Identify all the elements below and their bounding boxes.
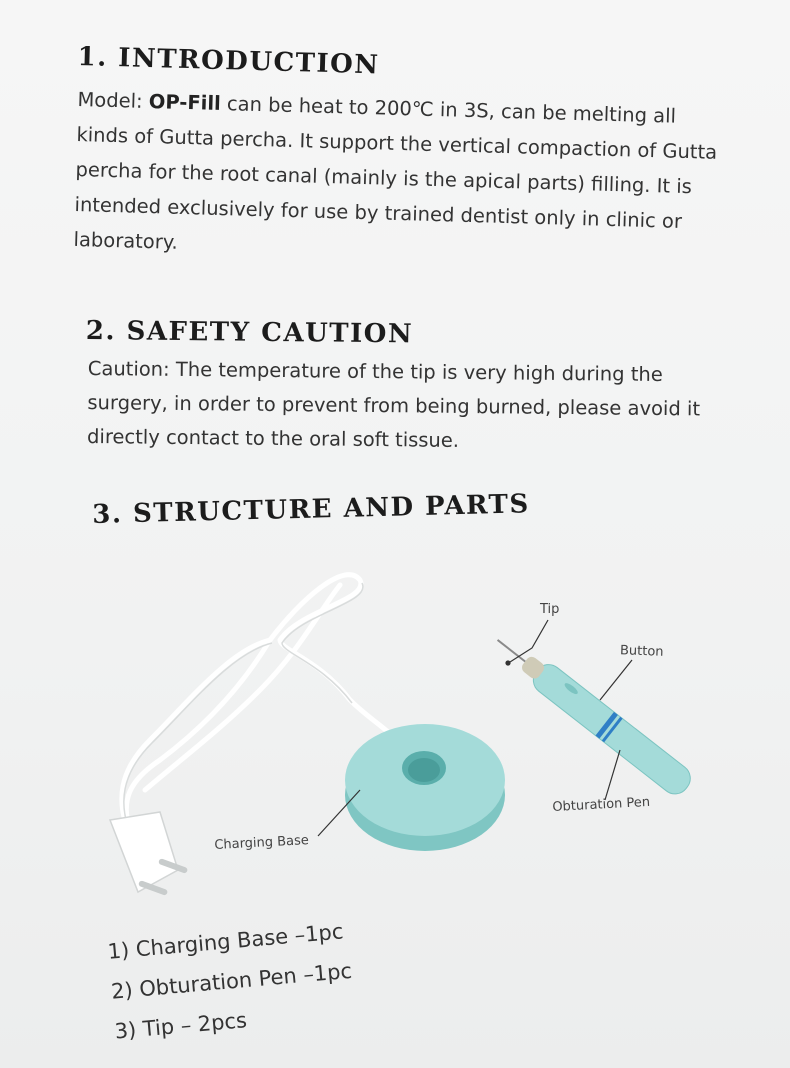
model-name: OP-Fill <box>148 89 222 115</box>
safety-line-3: directly contact to the oral soft tissue. <box>86 424 460 452</box>
label-charging-base: Charging Base <box>214 833 310 853</box>
plug-icon <box>110 812 188 896</box>
safety-line-1: Caution: The temperature of the tip is very high during the <box>87 356 663 387</box>
parts-list <box>106 911 357 1052</box>
introduction-line-1: Model: OP-Fill can be heat to 200℃ in 3S, can be melting all <box>77 87 677 128</box>
obturation-pen-illustration <box>488 628 696 799</box>
label-tip: Tip <box>540 602 560 617</box>
label-button: Button <box>619 643 664 660</box>
section-heading-structure-and-parts: 3. STRUCTURE AND PARTS <box>92 489 531 530</box>
label-obturation-pen: Obturation Pen <box>552 794 651 815</box>
section-heading-introduction: 1. INTRODUCTION <box>77 42 380 81</box>
introduction-line-2: kinds of Gutta percha. It support the vertical compaction of Gutta <box>76 122 718 164</box>
charging-base-illustration <box>345 724 505 851</box>
section-heading-safety-caution: 2. SAFETY CAUTION <box>85 316 414 350</box>
parts-list-item: 2) Obturation Pen –1pc <box>110 958 353 1004</box>
introduction-line-4: intended exclusively for use by trained dentist only in clinic or <box>74 192 683 233</box>
cable-shadow <box>124 583 363 838</box>
parts-list-item: 3) Tip – 2pcs <box>113 1008 248 1044</box>
parts-list-item: 1) Charging Base –1pc <box>106 919 345 964</box>
safety-line-2: surgery, in order to prevent from being burned, please avoid it <box>87 390 701 421</box>
introduction-line-3: percha for the root canal (mainly is the apical parts) filling. It is <box>75 157 693 199</box>
introduction-line-5: laboratory. <box>73 227 179 254</box>
